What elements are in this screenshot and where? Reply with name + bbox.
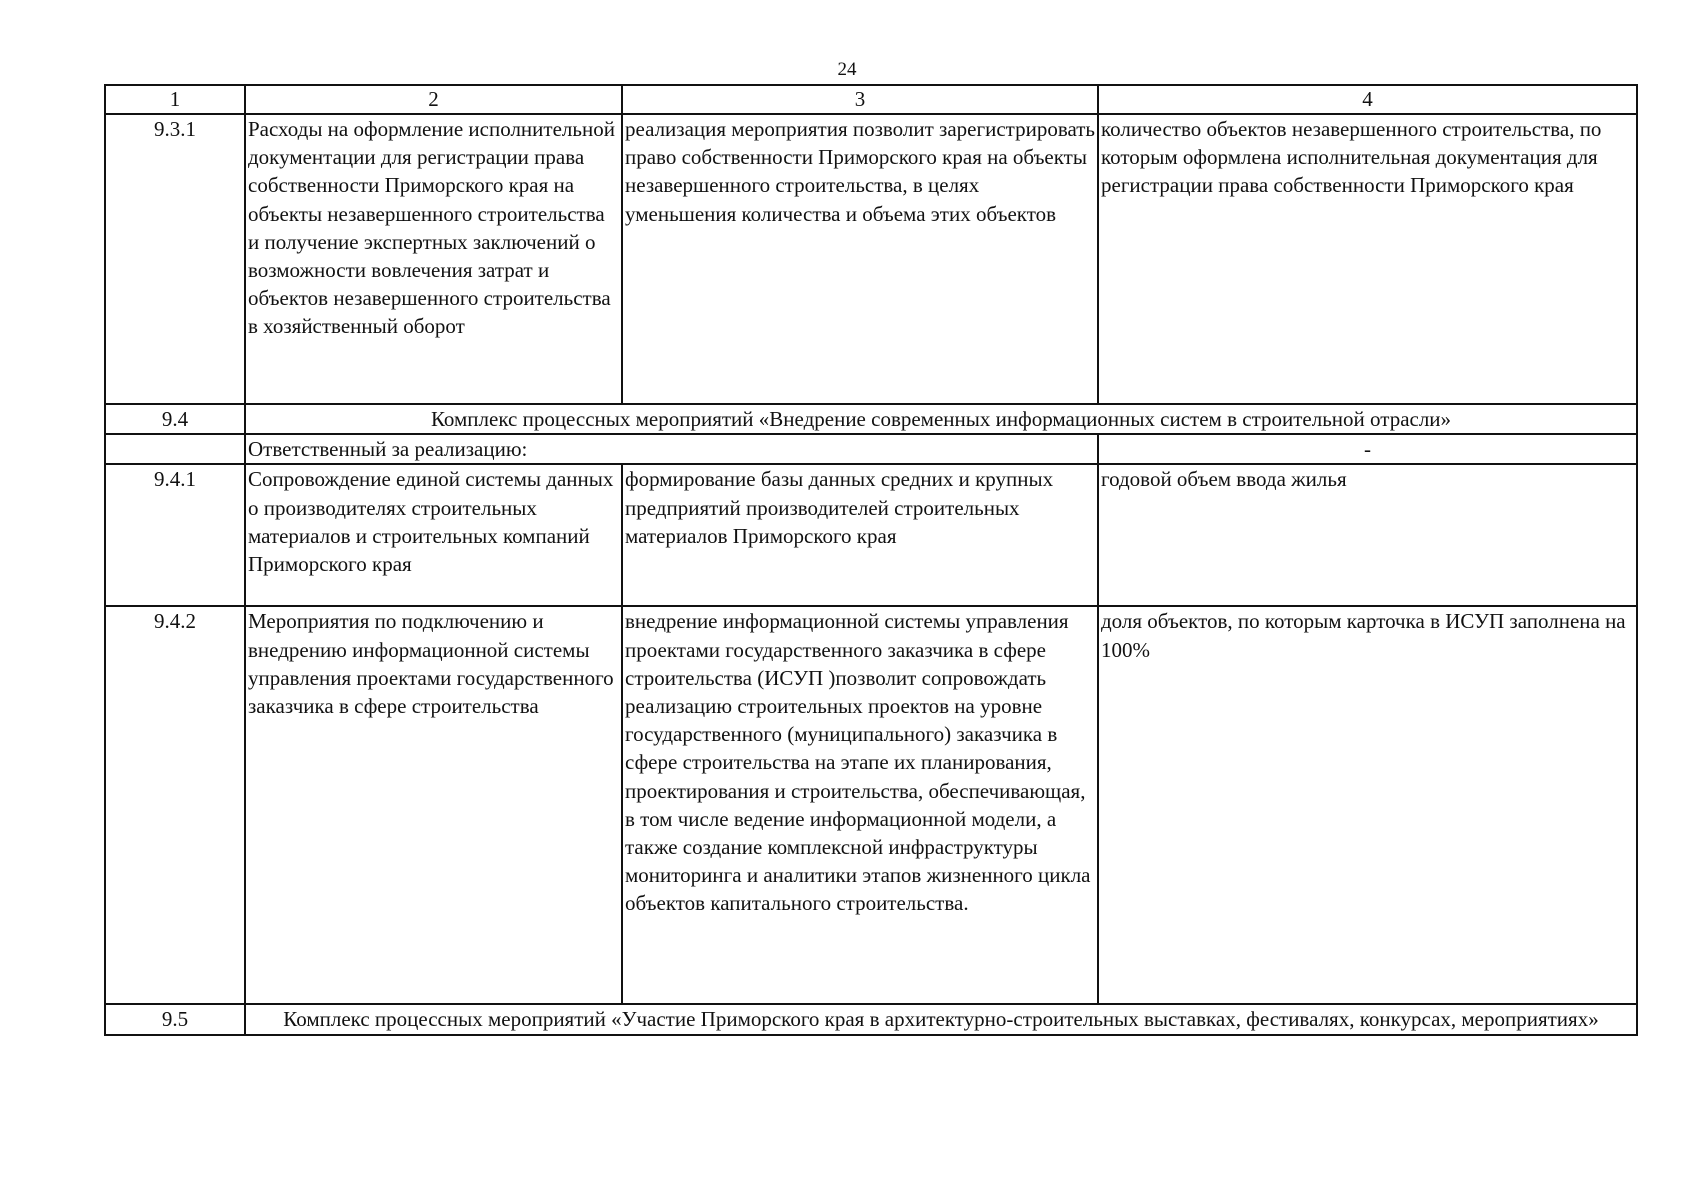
result-cell: формирование базы данных средних и крупных предприятий производителей строительных материалов Приморского края: [622, 464, 1098, 606]
responsible-empty-cell: [105, 434, 245, 464]
section-row: [105, 1004, 1637, 1034]
column-header-2: 2: [245, 85, 622, 114]
table-row: [105, 114, 1637, 404]
measure-cell: Сопровождение единой системы данных о производителях строительных материалов и строительных компаний Приморского края: [245, 464, 622, 606]
section-title: Комплекс процессных мероприятий «Внедрение современных информационных систем в строительной отрасли»: [245, 404, 1637, 434]
column-header-4: 4: [1098, 85, 1637, 114]
table-row: [105, 464, 1637, 606]
section-number: 9.5: [105, 1004, 245, 1034]
measure-cell: Мероприятия по подключению и внедрению информационной системы управления проектами государственного заказчика в сфере строительства: [245, 606, 622, 1004]
responsible-row: [105, 434, 1637, 464]
measures-table: [104, 84, 1638, 1036]
page-number: 24: [837, 59, 857, 80]
section-number: 9.4: [105, 404, 245, 434]
responsible-label: Ответственный за реализацию:: [245, 434, 1098, 464]
column-header-1: 1: [105, 85, 245, 114]
indicator-cell: годовой объем ввода жилья: [1098, 464, 1637, 606]
table-header-row: [105, 85, 1637, 114]
column-header-3: 3: [622, 85, 1098, 114]
indicator-cell: доля объектов, по которым карточка в ИСУП заполнена на 100%: [1098, 606, 1637, 1004]
section-row: [105, 404, 1637, 434]
table-row: [105, 606, 1637, 1004]
row-number: 9.4.2: [105, 606, 245, 1004]
row-number: 9.3.1: [105, 114, 245, 404]
responsible-value: -: [1098, 434, 1637, 464]
measure-cell: Расходы на оформление исполнительной документации для регистрации права собственности Приморского края на объекты незавершенного строительства и получение экспертных заключений о возможности вовлечения затрат и объектов незавершенного строительства в хозяйственный оборот: [245, 114, 622, 404]
result-cell: реализация мероприятия позволит зарегистрировать право собственности Приморского края на объекты незавершенного строительства, в целях уменьшения количества и объема этих объектов: [622, 114, 1098, 404]
result-cell: внедрение информационной системы управления проектами государственного заказчика в сфере строительства (ИСУП )позволит сопровождать реализацию строительных проектов на уровне государственного (муниципального) заказчика в сфере строительства на этапе их планирования, проектирования и строительства, обеспечивающая, в том числе ведение информационной модели, а также создание комплексной инфраструктуры мониторинга и аналитики этапов жизненного цикла объектов капитального строительства.: [622, 606, 1098, 1004]
indicator-cell: количество объектов незавершенного строительства, по которым оформлена исполнительная документация для регистрации права собственности Приморского края: [1098, 114, 1637, 404]
section-title: Комплекс процессных мероприятий «Участие Приморского края в архитектурно-строительных выставках, фестивалях, конкурсах, мероприятиях»: [245, 1004, 1637, 1034]
row-number: 9.4.1: [105, 464, 245, 606]
